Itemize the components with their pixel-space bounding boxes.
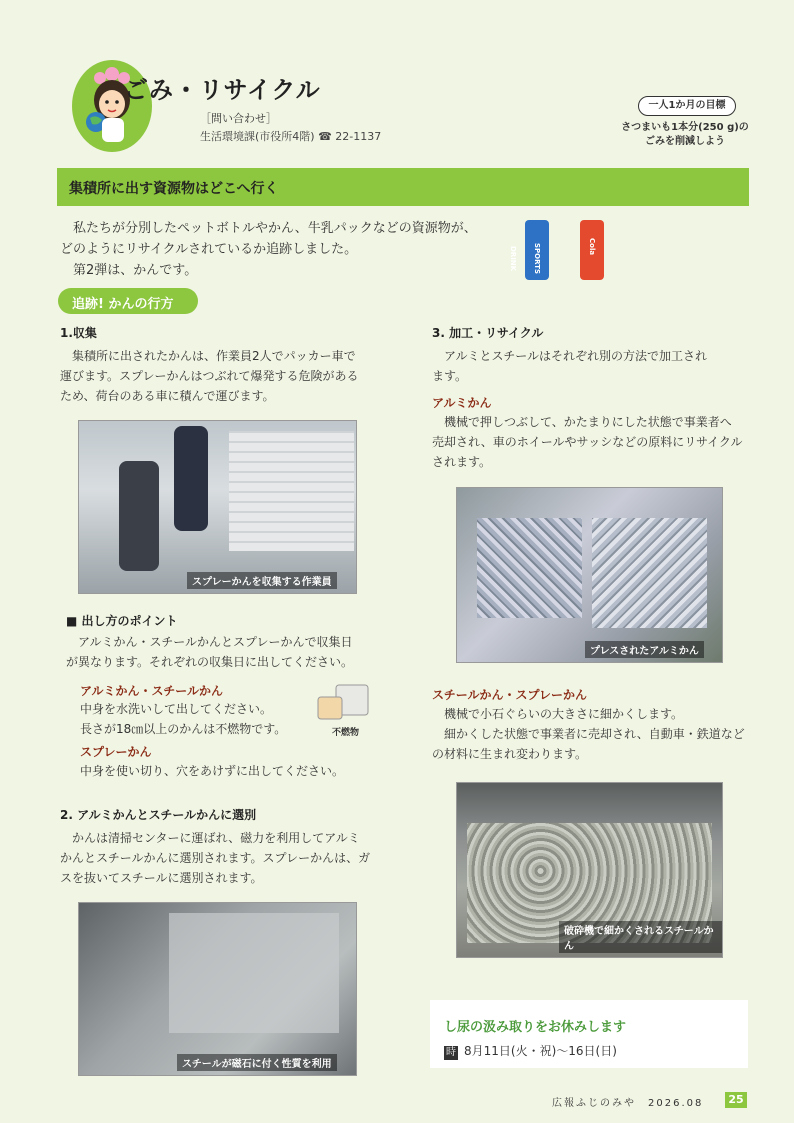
section-title: 集積所に出す資源物はどこへ行く	[69, 181, 279, 197]
points-body	[66, 632, 396, 672]
red-can-illustration	[580, 220, 604, 280]
subsection-pill-label: 追跡! かんの行方	[72, 297, 174, 312]
spray-body: 中身を使い切り、穴をあけずに出してください。	[80, 764, 345, 778]
goal-text-line: さつまいも1本分(250 g)の	[621, 122, 749, 133]
goal-text-line: ごみを削減しよう	[645, 136, 725, 147]
section-3-body	[432, 346, 750, 386]
photo-caption: プレスされたアルミかん	[585, 641, 704, 658]
worker-figure	[119, 461, 159, 571]
intro-line: 第2弾は、かんです。	[73, 263, 198, 278]
subsection-pill	[58, 288, 198, 314]
body-line: ます。	[432, 369, 468, 383]
photo-caption: スプレーかんを収集する作業員	[187, 572, 337, 589]
magnet-separation-photo	[78, 902, 357, 1076]
page-number: 25	[725, 1092, 747, 1108]
worker-figure	[174, 426, 208, 531]
pressed-aluminum-photo	[456, 487, 723, 663]
alu-body	[432, 412, 750, 472]
body-line: スを抜いてスチールに選別されます。	[60, 871, 263, 885]
body-line: 機械で小石ぐらいの大きさに細かくします。	[444, 707, 684, 721]
paint-can-icon	[316, 683, 376, 723]
nonburnable-label: 不燃物	[332, 728, 360, 738]
section-bar	[57, 168, 749, 206]
body-line: アルミとスチールはそれぞれ別の方法で加工され	[444, 349, 708, 363]
aluminum-bale	[477, 518, 582, 618]
body-line: アルミかん・スチールかんとスプレーかんで収集日	[78, 635, 353, 649]
alu-steel-body	[80, 699, 330, 739]
body-line: 細かくした状態で事業者に売却され、自動車・鉄道など	[444, 727, 745, 741]
body-line: 中身を水洗いして出してください。	[80, 702, 273, 716]
nonburnable-can-illustration	[316, 683, 376, 739]
time-token: 時	[446, 1047, 456, 1058]
footer-text: 広報ふじのみや 2026.08	[552, 1098, 704, 1109]
contact-info: 生活環境課(市役所4階) ☎ 22-1137	[200, 130, 382, 143]
separator-machine	[169, 913, 339, 1033]
body-line: 長さが18㎝以上のかんは不燃物です。	[80, 722, 287, 736]
alu-title: アルミかん	[432, 396, 492, 410]
body-line: 機械で押しつぶして、かたまりにした状態で事業者へ	[444, 415, 732, 429]
body-line: が異なります。それぞれの収集日に出してください。	[66, 655, 354, 669]
notice-date: 8月11日(火・祝)～16日(日)	[464, 1044, 617, 1058]
contact-label: ［問い合わせ］	[200, 112, 277, 125]
body-line: かんとスチールかんに選別されます。スプレーかんは、ガ	[60, 851, 371, 865]
intro-line: どのようにリサイクルされているか追跡しました。	[60, 242, 358, 257]
page-title: ごみ・リサイクル	[124, 76, 321, 104]
body-line: 運びます。スプレーかんはつぶれて爆発する危険がある	[60, 369, 359, 383]
section-1-body	[60, 346, 380, 406]
goal-badge: 一人1か月の目標	[638, 96, 736, 116]
intro-line: 私たちが分別したペットボトルやかん、牛乳パックなどの資源物が、	[73, 221, 477, 236]
section-2-heading: 2. アルミかんとスチールかんに選別	[60, 808, 257, 822]
steel-crusher-photo	[456, 782, 723, 958]
section-1-heading: 1.収集	[60, 326, 97, 340]
blue-can-illustration	[509, 220, 549, 280]
section-3-heading: 3. 加工・リサイクル	[432, 326, 544, 340]
section-2-body	[60, 828, 390, 888]
intro-text	[60, 218, 490, 281]
points-heading: ■ 出し方のポイント	[66, 614, 178, 628]
body-line: ため、荷台のある車に積んで運びます。	[60, 389, 275, 403]
notice-title: し尿の汲み取りをお休みします	[444, 1020, 627, 1035]
truck-cargo-bed	[229, 431, 354, 551]
notice-date-row	[444, 1042, 617, 1060]
steel-title: スチールかん・スプレーかん	[432, 688, 588, 702]
truck-photo	[78, 420, 357, 594]
photo-caption: 破砕機で細かくされるスチールかん	[559, 921, 722, 953]
photo-caption: スチールが磁石に付く性質を利用	[177, 1054, 337, 1071]
blue-can-label: SPORTS DRINK	[509, 243, 541, 275]
alu-steel-title: アルミかん・スチールかん	[80, 684, 224, 698]
steel-body	[432, 704, 750, 764]
red-can-label: Cola	[588, 238, 596, 256]
aluminum-bale	[592, 518, 707, 628]
body-line: 集積所に出されたかんは、作業員2人でパッカー車で	[72, 349, 356, 363]
notice-box	[430, 1000, 748, 1068]
body-line: の材料に生まれ変わります。	[432, 747, 588, 761]
body-line: されます。	[432, 455, 492, 469]
goal-text	[612, 121, 758, 149]
body-line: かんは清掃センターに運ばれ、磁力を利用してアルミ	[72, 831, 360, 845]
body-line: 売却され、車のホイールやサッシなどの原料にリサイクル	[432, 435, 743, 449]
spray-title: スプレーかん	[80, 745, 152, 759]
